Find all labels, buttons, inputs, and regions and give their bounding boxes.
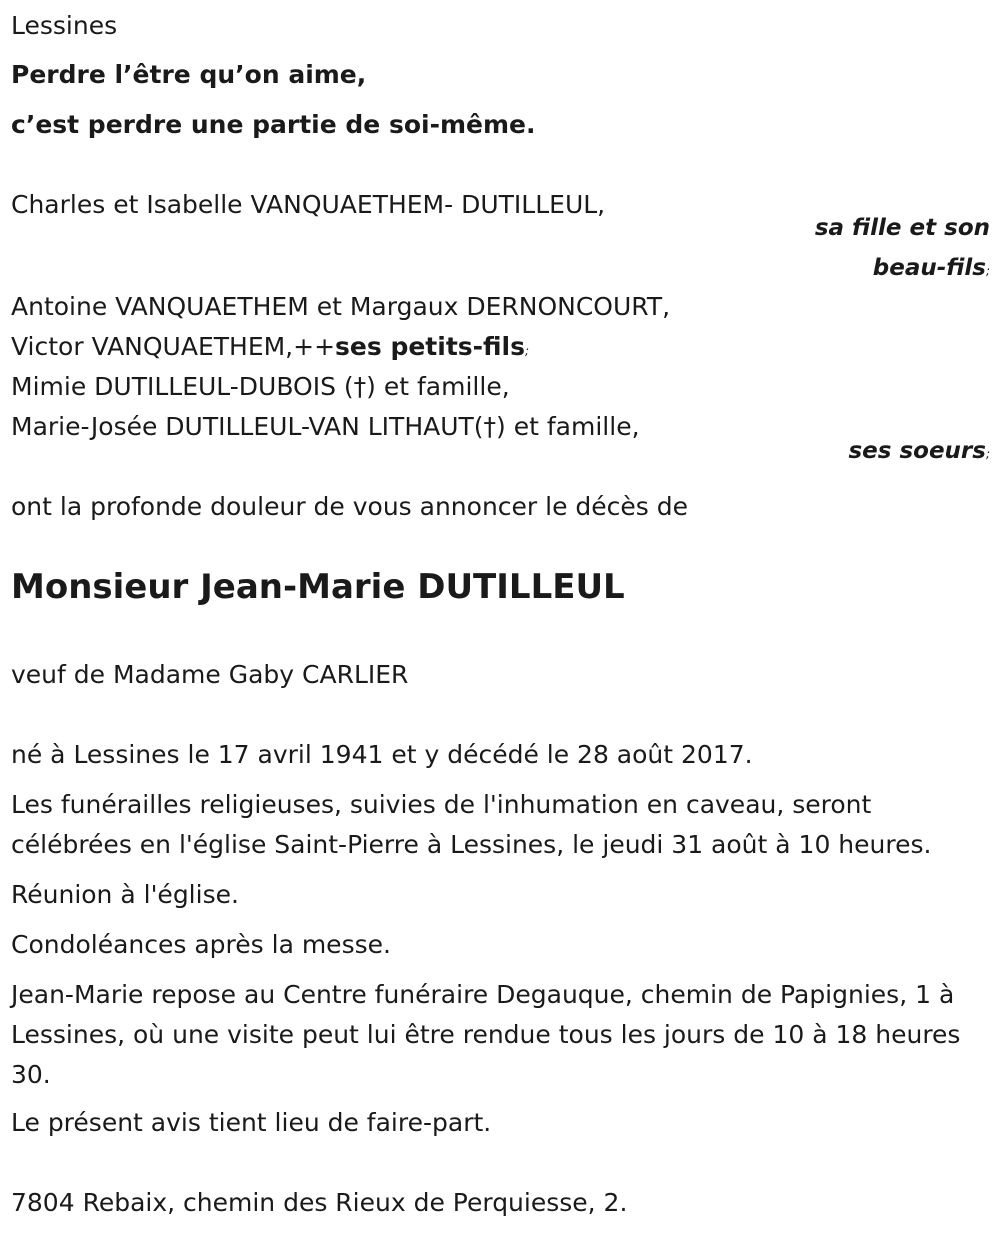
quote-line-1: Perdre l’être qu’on aime, (11, 60, 367, 89)
birth-death: né à Lessines le 17 avril 1941 et y décédé le 28 août 2017. (11, 740, 753, 769)
relation-grandsons: ses petits-fils (335, 332, 526, 361)
relation-daughter-son-in-law-1: sa fille et son (814, 215, 990, 241)
relation-sisters-text: ses soeurs (848, 438, 986, 464)
family-line-3 (11, 332, 529, 366)
separator: ; (985, 264, 990, 278)
meeting-info: Réunion à l'église. (11, 880, 239, 909)
separator: ; (985, 447, 990, 461)
announcement: ont la profonde douleur de vous annoncer le décès de (11, 492, 689, 521)
family-line-1: Charles et Isabelle VANQUAETHEM- DUTILLEUL, (11, 190, 606, 219)
family-line-3-text: Victor VANQUAETHEM,++ (11, 332, 336, 361)
relation-beau-fils: beau-fils (872, 255, 986, 281)
relation-sisters (848, 436, 990, 469)
condolences-info: Condoléances après la messe. (11, 930, 391, 959)
place: Lessines (11, 11, 118, 40)
family-line-4: Mimie DUTILLEUL-DUBOIS (†) et famille, (11, 372, 510, 401)
notice: Le présent avis tient lieu de faire-part. (11, 1108, 492, 1137)
relation-daughter-son-in-law-2 (873, 253, 990, 286)
funeral-info: Les funérailles religieuses, suivies de l'inhumation en caveau, seront célébrées en l'église Saint-Pierre à Lessines, le jeudi 31 août à 10 heures. (11, 790, 932, 859)
visitation-info: Jean-Marie repose au Centre funéraire Degauque, chemin de Papignies, 1 à Lessines, où une visite peut lui être rendue tous les jours de 10 à 18 heures 30. (11, 980, 961, 1089)
deceased-name: Monsieur Jean-Marie DUTILLEUL (11, 567, 625, 607)
family-line-2: Antoine VANQUAETHEM et Margaux DERNONCOURT, (11, 292, 671, 321)
address: 7804 Rebaix, chemin des Rieux de Perquiesse, 2. (11, 1188, 628, 1217)
quote-line-2: c’est perdre une partie de soi-même. (11, 110, 536, 139)
separator: ; (525, 344, 530, 358)
family-line-5: Marie-Josée DUTILLEUL-VAN LITHAUT(†) et famille, (11, 412, 640, 441)
widower: veuf de Madame Gaby CARLIER (11, 660, 409, 689)
